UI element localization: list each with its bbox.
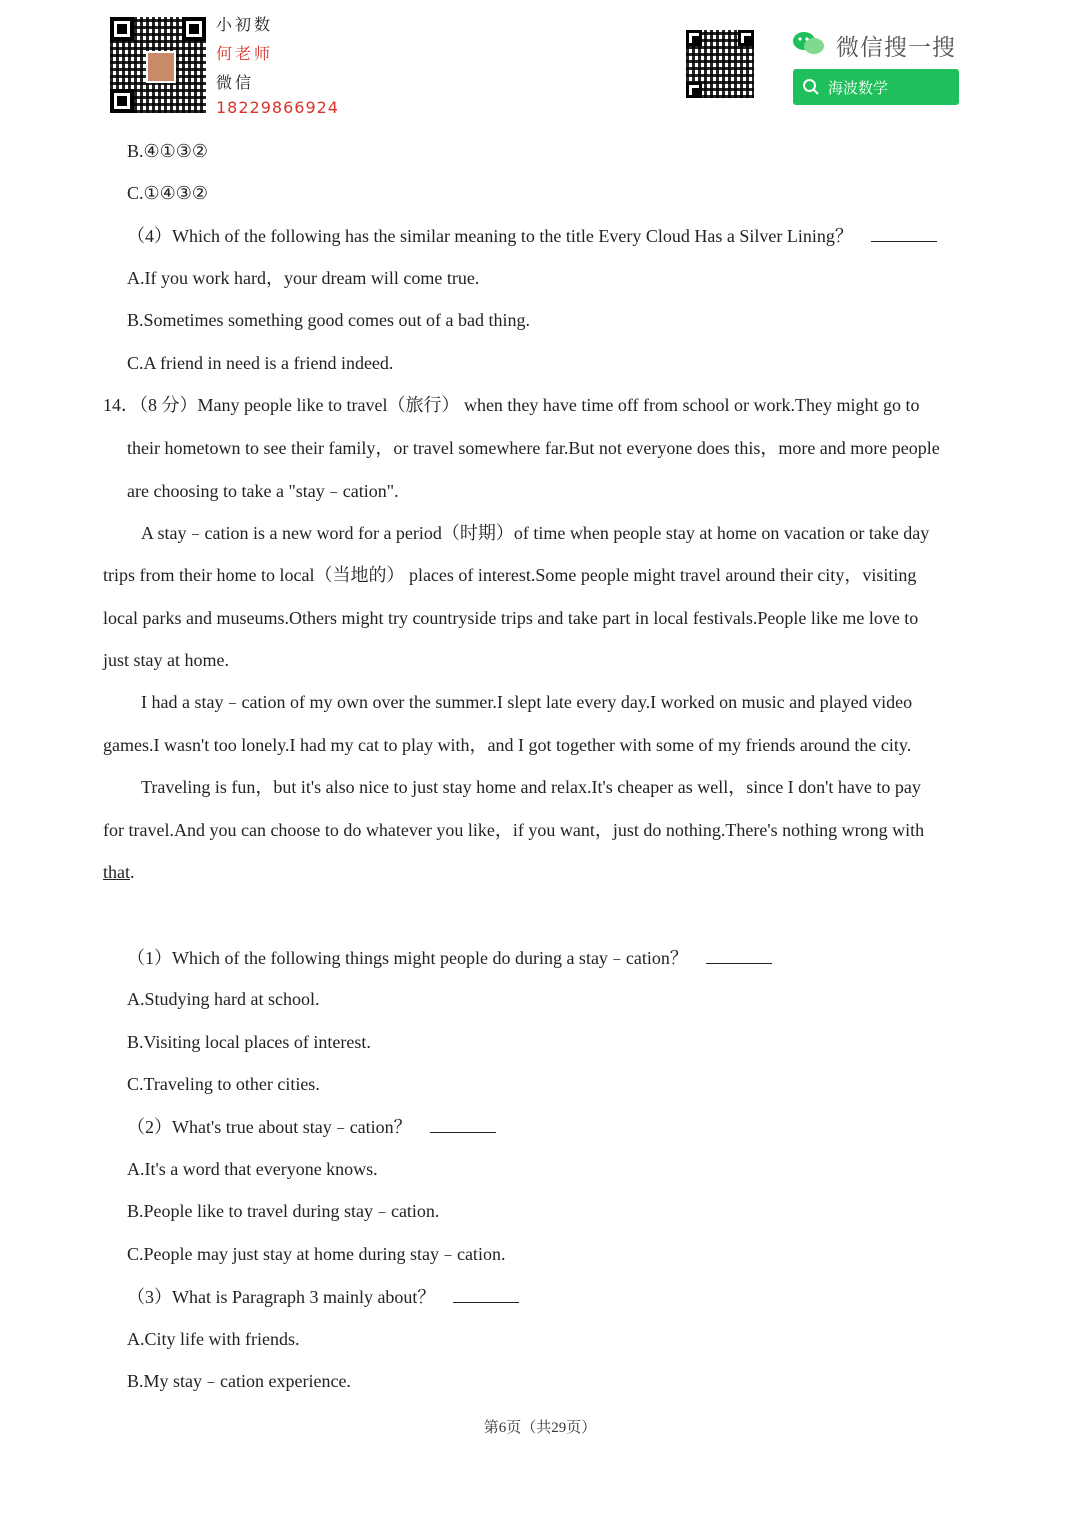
search-icon (802, 78, 820, 96)
passage-line: games.I wasn't too lonely.I had my cat to play with，and I got together with some of my friends around the city. (103, 735, 912, 755)
question-4-prompt: （4）Which of the following has the similar meaning to the title Every Cloud Has a Silver Lining？ (127, 223, 937, 248)
passage-line: trips from their home to local（当地的） places of interest.Some people might travel around their city，visiting (103, 565, 917, 585)
question-3-option-a: A.City life with friends. (127, 1329, 300, 1349)
qr-caption-line-1: 小初数 (216, 15, 274, 34)
option-c: C.①④③② (127, 183, 209, 203)
contact-qr-code (110, 17, 206, 113)
passage-line: 14．（8 分）Many people like to travel（旅行） when they have time off from school or work.They might go to (103, 395, 920, 415)
qr-caption-line-3: 微信 (216, 73, 255, 92)
question-3-option-b: B.My stay﹣cation experience. (127, 1371, 351, 1391)
wechat-qr-code (686, 30, 754, 98)
qr-caption-line-2: 何老师 (216, 44, 274, 63)
passage-line: for travel.And you can choose to do whatever you like，if you want，just do nothing.There's nothing wrong with (103, 820, 925, 840)
wechat-logo-icon (792, 30, 826, 56)
underlined-word: that (103, 862, 130, 882)
question-2-option-a: A.It's a word that everyone knows. (127, 1159, 378, 1179)
wechat-search-label: 微信搜一搜 (836, 35, 956, 61)
answer-blank[interactable] (706, 945, 772, 964)
question-4-option-b: B.Sometimes something good comes out of a bad thing. (127, 310, 530, 330)
answer-blank[interactable] (430, 1114, 496, 1133)
qr-avatar (146, 51, 176, 83)
wechat-search-button[interactable] (793, 69, 959, 105)
qr-caption-phone: 18229866924 (216, 98, 339, 117)
passage-line: their hometown to see their family，or travel somewhere far.But not everyone does this，more and more people (127, 438, 940, 458)
passage-line: A stay﹣cation is a new word for a period（时期）of time when people stay at home on vacation or take day (141, 523, 930, 543)
question-4-option-a: A.If you work hard，your dream will come true. (127, 268, 480, 288)
question-1-option-b: B.Visiting local places of interest. (127, 1032, 371, 1052)
wechat-search-query: 海波数学 (828, 79, 889, 97)
question-1-option-c: C.Traveling to other cities. (127, 1074, 320, 1094)
passage-line: are choosing to take a "stay﹣cation". (127, 481, 399, 501)
passage-last-line: that. (103, 862, 135, 882)
question-2-option-c: C.People may just stay at home during stay﹣cation. (127, 1244, 506, 1264)
passage-line: Traveling is fun，but it's also nice to just stay home and relax.It's cheaper as well，since I don't have to pay (141, 777, 921, 797)
answer-blank[interactable] (453, 1284, 519, 1303)
passage-line: local parks and museums.Others might try countryside trips and take part in local festivals.People like me love to (103, 608, 919, 628)
question-3-prompt: （3）What is Paragraph 3 mainly about？ (127, 1284, 519, 1309)
passage-line: I had a stay﹣cation of my own over the summer.I slept late every day.I worked on music and played video (141, 692, 913, 712)
question-4-option-c: C.A friend in need is a friend indeed. (127, 353, 394, 373)
option-b: B.④①③② (127, 141, 209, 161)
page-number: 第6页（共29页） (483, 1420, 597, 1436)
answer-blank[interactable] (871, 223, 937, 242)
question-1-prompt: （1）Which of the following things might people do during a stay﹣cation？ (127, 945, 772, 970)
question-1-option-a: A.Studying hard at school. (127, 989, 320, 1009)
passage-line: just stay at home. (103, 650, 229, 670)
question-2-prompt: （2）What's true about stay﹣cation？ (127, 1114, 496, 1139)
question-2-option-b: B.People like to travel during stay﹣cation. (127, 1201, 440, 1221)
